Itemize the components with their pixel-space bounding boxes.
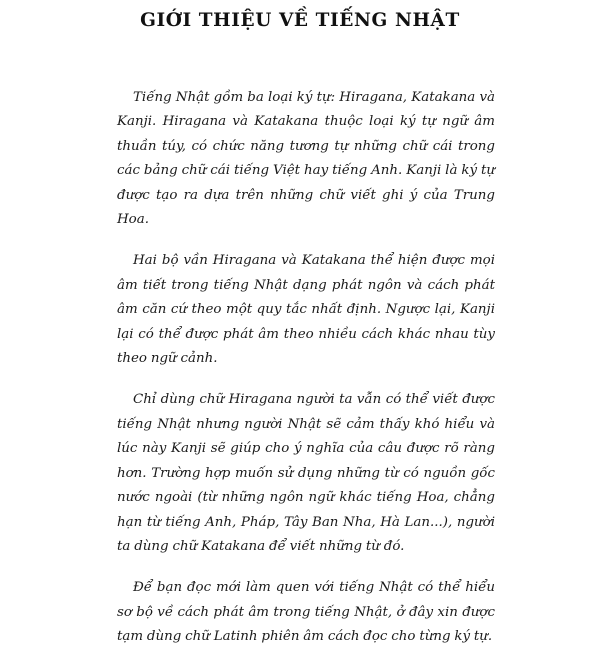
- paragraph-2: Hai bộ vần Hiragana và Katakana thể hiện được mọi âm tiết trong tiếng Nhật dạng phát ngôn và cách phát âm căn cứ theo một quy tắc nhất định. Ngược lại, Kanji lại có thể được phát âm theo nhiều cách khác nhau tùy theo ngữ cảnh.: [117, 253, 495, 367]
- paragraph-4: Để bạn đọc mới làm quen với tiếng Nhật có thể hiểu sơ bộ về cách phát âm trong tiếng Nhật, ở đây xin được tạm dùng chữ Latinh phiên âm cách đọc cho từng ký tự.: [117, 580, 495, 645]
- page-title: GIỚI THIỆU VỀ TIẾNG NHẬT: [140, 10, 460, 31]
- body-text: [117, 86, 495, 667]
- paragraph-1: Tiếng Nhật gồm ba loại ký tự: Hiragana, Katakana và Kanji. Hiragana và Katakana thuộc loại ký tự ngữ âm thuần túy, có chức năng tương tự những chữ cái trong các bảng chữ cái tiếng Việt hay tiếng Anh. Kanji là ký tự được tạo ra dựa trên những chữ viết ghi ý của Trung Hoa.: [117, 90, 495, 228]
- paragraph-3: Chỉ dùng chữ Hiragana người ta vẫn có thể viết được tiếng Nhật nhưng người Nhật sẽ cảm thấy khó hiểu và lúc này Kanji sẽ giúp cho ý nghĩa của câu được rõ ràng hơn. Trường hợp muốn sử dụng những từ có nguồn gốc nước ngoài (từ những ngôn ngữ khác tiếng Hoa, chẳng hạn từ tiếng Anh, Pháp, Tây Ban Nha, Hà Lan...), người ta dùng chữ Katakana để viết những từ đó.: [117, 392, 495, 554]
